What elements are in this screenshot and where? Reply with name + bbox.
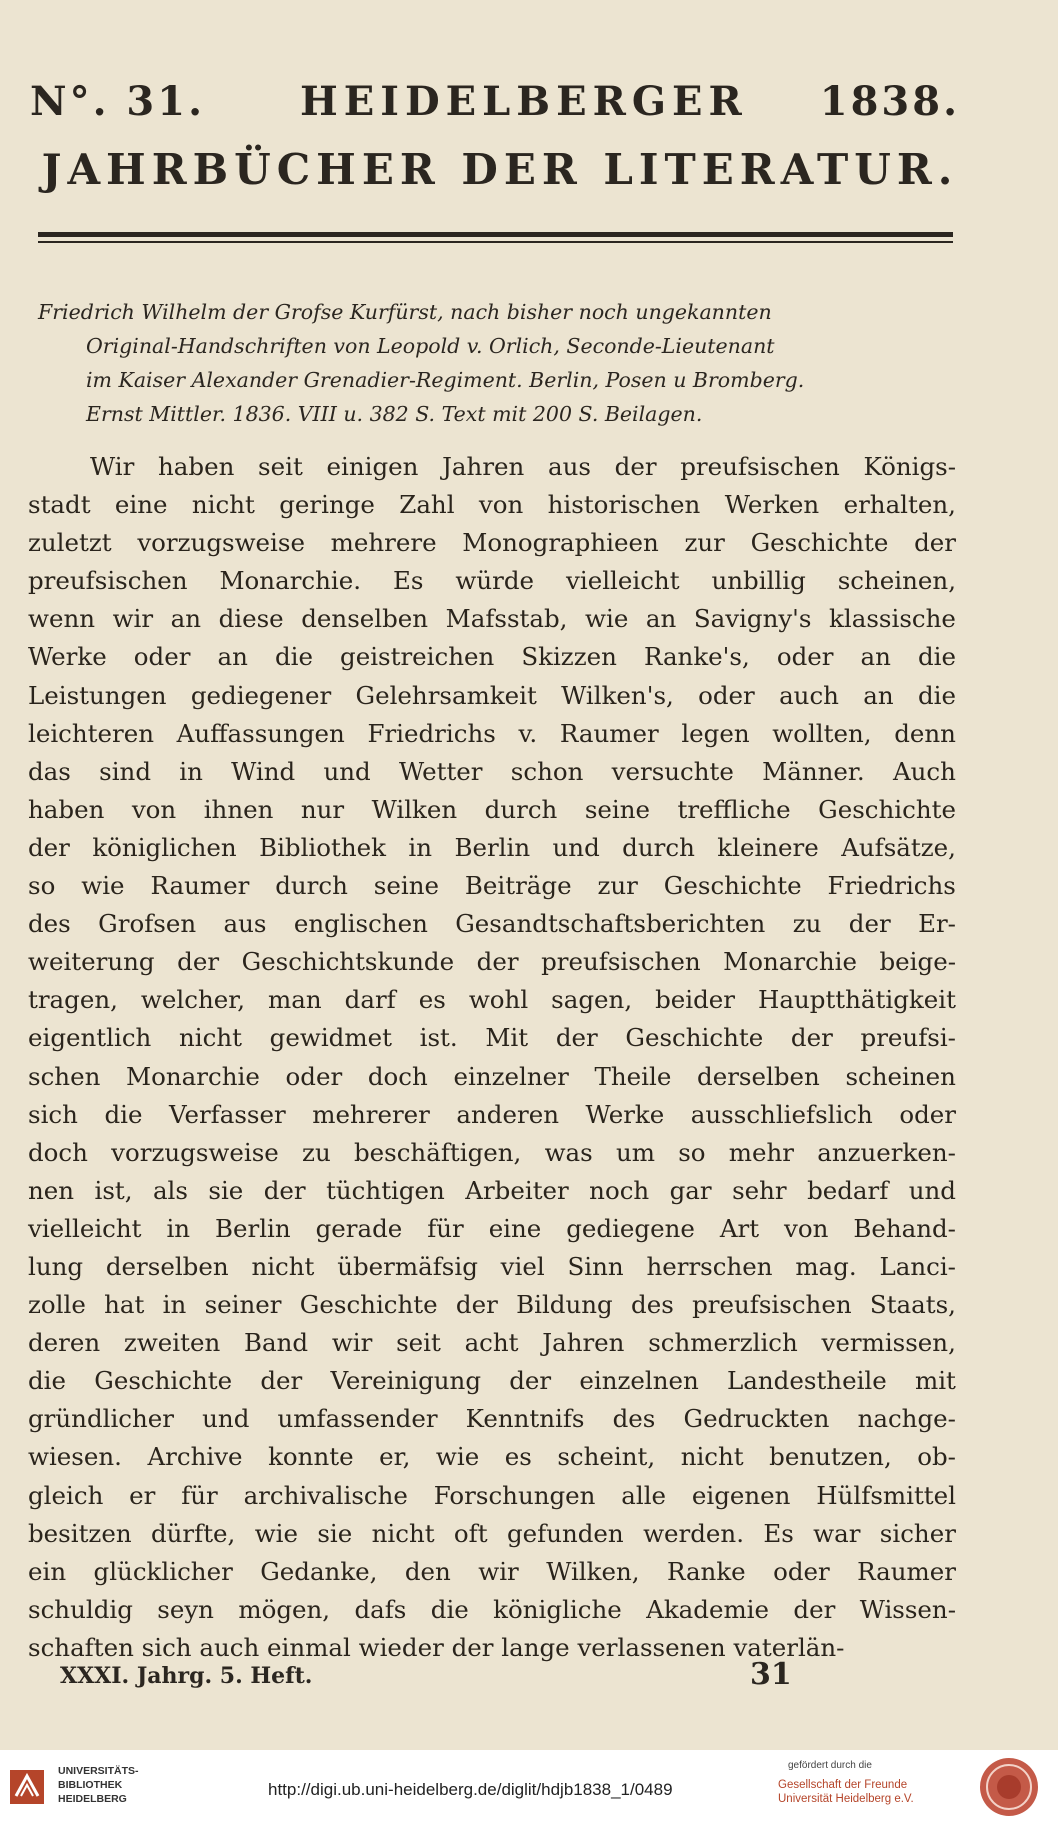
header-rule-thin <box>38 241 953 243</box>
book-citation <box>38 295 958 431</box>
body-line: so wie Raumer durch seine Beiträge zur Geschichte Friedrichs <box>28 871 956 901</box>
sponsor-name-line: Gesellschaft der Freunde <box>778 1779 908 1791</box>
citation-line: Original-Handschriften von Leopold v. Orlich, Seconde-Lieutenant <box>86 334 775 358</box>
body-line: lung derselben nicht übermäfsig viel Sinn herrschen mag. Lanci- <box>28 1251 956 1281</box>
body-line: weiterung der Geschichtskunde der preufsischen Monarchie beige- <box>28 947 956 977</box>
university-seal-icon <box>978 1756 1040 1818</box>
body-line: der königlichen Bibliothek in Berlin und durch kleinere Aufsätze, <box>28 832 956 862</box>
body-line: vielleicht in Berlin gerade für eine gediegene Art von Behand- <box>28 1213 956 1243</box>
body-line: Werke oder an die geistreichen Skizzen Ranke's, oder an die <box>28 642 956 672</box>
library-name-line: UNIVERSITÄTS- <box>58 1765 139 1777</box>
journal-name-top: HEIDELBERGER <box>300 78 748 125</box>
body-line: doch vorzugsweise zu beschäftigen, was um so mehr anzuerken- <box>28 1137 956 1167</box>
body-line: gleich er für archivalische Forschungen alle eigenen Hülfsmittel <box>28 1480 956 1510</box>
signature-number: 31 <box>750 1657 792 1692</box>
body-line: preufsischen Monarchie. Es würde vielleicht unbillig scheinen, <box>28 566 956 596</box>
body-line: Wir haben seit einigen Jahren aus der preufsischen Königs- <box>90 452 956 481</box>
library-name-line: HEIDELBERG <box>58 1793 127 1805</box>
body-line: zolle hat in seiner Geschichte der Bildung des preufsischen Staats, <box>28 1290 956 1320</box>
body-line: leichteren Auffassungen Friedrichs v. Raumer legen wollten, denn <box>28 718 956 748</box>
body-line: das sind in Wind und Wetter schon versuchte Männer. Auch <box>28 756 956 786</box>
issue-year: 1838. <box>819 78 960 125</box>
citation-line: im Kaiser Alexander Grenadier-Regiment. Berlin, Posen u Bromberg. <box>86 368 805 392</box>
body-line: wiesen. Archive konnte er, wie es scheint, nicht benutzen, ob- <box>28 1442 956 1472</box>
article-body <box>28 448 956 1667</box>
body-line: wenn wir an diese denselben Mafsstab, wie an Savigny's klassische <box>28 604 956 634</box>
journal-title: JAHRBÜCHER DER LITERATUR. <box>41 145 959 194</box>
citation-line: Friedrich Wilhelm der Grofse Kurfürst, nach bisher noch ungekannten <box>38 300 772 324</box>
citation-line: Ernst Mittler. 1836. VIII u. 382 S. Text mit 200 S. Beilagen. <box>86 402 703 426</box>
body-line: besitzen dürfte, wie sie nicht oft gefunden werden. Es war sicher <box>28 1518 956 1548</box>
permalink-url[interactable]: http://digi.ub.uni-heidelberg.de/diglit/hdjb1838_1/0489 <box>268 1780 673 1799</box>
library-name-line: BIBLIOTHEK <box>58 1779 123 1791</box>
body-line: gründlicher und umfassender Kenntnifs des Gedruckten nachge- <box>28 1404 956 1434</box>
body-line: tragen, welcher, man darf es wohl sagen, beider Hauptthätigkeit <box>28 985 956 1015</box>
volume-signature: XXXI. Jahrg. 5. Heft. <box>60 1663 313 1689</box>
body-line: eigentlich nicht gewidmet ist. Mit der Geschichte der preufsi- <box>28 1023 956 1053</box>
body-line: ein glücklicher Gedanke, den wir Wilken, Ranke oder Raumer <box>28 1556 956 1586</box>
sponsor-name <box>778 1778 914 1806</box>
library-logo-icon <box>10 1770 44 1804</box>
issue-number: N°. 31. <box>30 78 206 125</box>
sponsor-caption: gefördert durch die <box>788 1760 872 1771</box>
viewer-footer-bar <box>0 1750 1058 1824</box>
body-line: schuldig seyn mögen, dafs die königliche Akademie der Wissen- <box>28 1594 956 1624</box>
body-line: deren zweiten Band wir seit acht Jahren schmerzlich vermissen, <box>28 1328 956 1358</box>
body-line: schaften sich auch einmal wieder der lange verlassenen vaterlän- <box>28 1632 845 1662</box>
sponsor-name-line: Universität Heidelberg e.V. <box>778 1793 914 1805</box>
body-line: Leistungen gediegener Gelehrsamkeit Wilken's, oder auch an die <box>28 680 956 710</box>
library-name <box>58 1764 139 1806</box>
body-line: nen ist, als sie der tüchtigen Arbeiter noch gar sehr bedarf und <box>28 1175 956 1205</box>
body-line: sich die Verfasser mehrerer anderen Werke ausschliefslich oder <box>28 1099 956 1129</box>
body-line: haben von ihnen nur Wilken durch seine treffliche Geschichte <box>28 794 956 824</box>
body-line: zuletzt vorzugsweise mehrere Monographieen zur Geschichte der <box>28 528 956 558</box>
body-line: des Grofsen aus englischen Gesandtschaftsberichten zu der Er- <box>28 909 956 939</box>
header-rule-thick <box>38 232 953 237</box>
body-line: die Geschichte der Vereinigung der einzelnen Landestheile mit <box>28 1366 956 1396</box>
body-line: schen Monarchie oder doch einzelner Theile derselben scheinen <box>28 1061 956 1091</box>
body-line: stadt eine nicht geringe Zahl von historischen Werken erhalten, <box>28 490 956 520</box>
